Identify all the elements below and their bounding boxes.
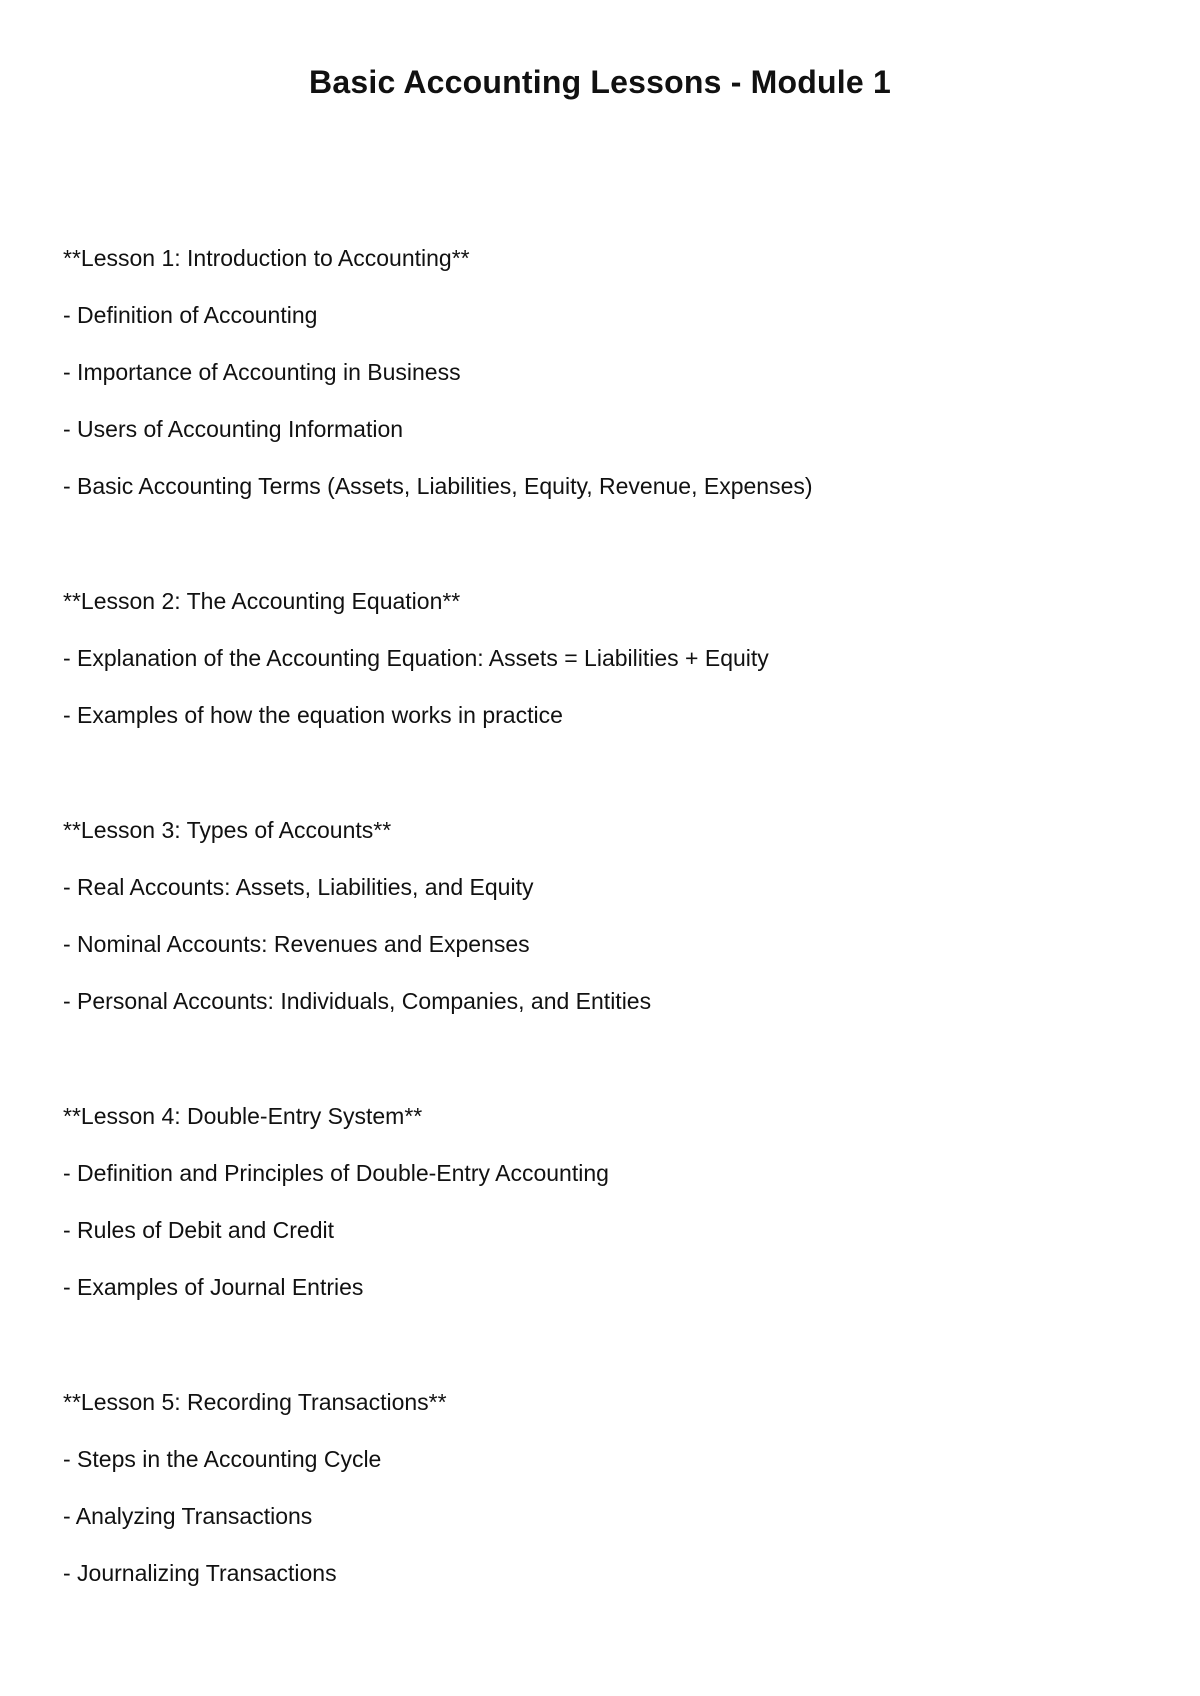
- lesson-heading: **Lesson 2: The Accounting Equation**: [63, 588, 461, 614]
- lesson-item: - Explanation of the Accounting Equation: Assets = Liabilities + Equity: [63, 645, 769, 671]
- lesson-item: - Users of Accounting Information: [63, 416, 404, 442]
- lesson-item: - Examples of Journal Entries: [63, 1274, 364, 1300]
- lesson-heading: **Lesson 1: Introduction to Accounting**: [63, 245, 470, 271]
- lesson-item: - Real Accounts: Assets, Liabilities, and Equity: [63, 874, 534, 900]
- lesson-heading: **Lesson 3: Types of Accounts**: [63, 817, 392, 843]
- lesson-item: - Basic Accounting Terms (Assets, Liabilities, Equity, Revenue, Expenses): [63, 473, 813, 499]
- lesson-item: - Nominal Accounts: Revenues and Expenses: [63, 931, 530, 957]
- lesson-item: - Importance of Accounting in Business: [63, 359, 461, 385]
- lesson-item: - Analyzing Transactions: [63, 1503, 313, 1529]
- lesson-item: - Rules of Debit and Credit: [63, 1217, 335, 1243]
- lesson-item: - Examples of how the equation works in practice: [63, 702, 563, 728]
- lesson-heading: **Lesson 4: Double-Entry System**: [63, 1103, 423, 1129]
- lesson-heading: **Lesson 5: Recording Transactions**: [63, 1389, 447, 1415]
- lesson-item: - Definition of Accounting: [63, 302, 318, 328]
- page-title: Basic Accounting Lessons - Module 1: [309, 64, 891, 100]
- lesson-item: - Definition and Principles of Double-Entry Accounting: [63, 1160, 609, 1186]
- lesson-item: - Journalizing Transactions: [63, 1560, 337, 1586]
- lesson-item: - Personal Accounts: Individuals, Companies, and Entities: [63, 988, 652, 1014]
- lesson-item: - Steps in the Accounting Cycle: [63, 1446, 382, 1472]
